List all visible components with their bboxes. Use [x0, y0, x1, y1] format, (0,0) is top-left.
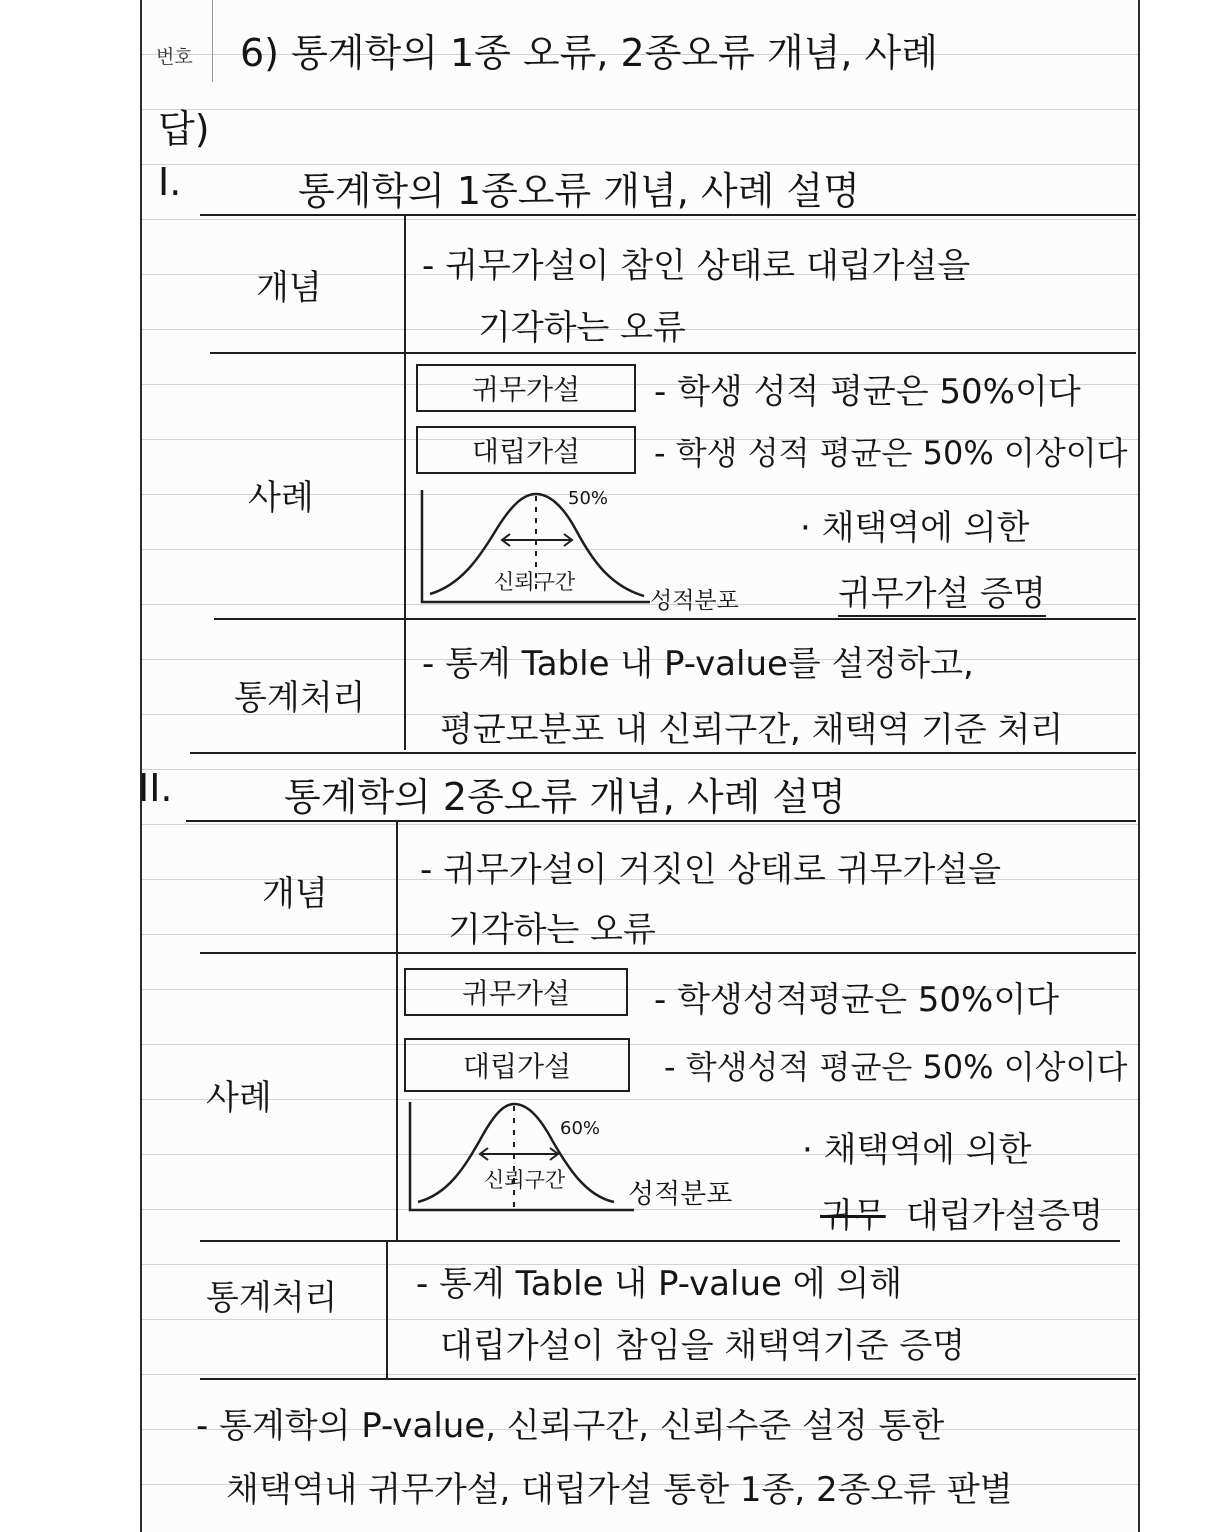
- section1-alt-hypothesis-box: 대립가설: [416, 426, 636, 474]
- section1-chart-peak-label: 50%: [568, 488, 609, 509]
- section2-end-rule: [200, 1378, 1136, 1380]
- section2-concept-label: 개념: [262, 874, 328, 914]
- section2-example-rule: [200, 1240, 1120, 1242]
- section2-null-hypothesis-box: 귀무가설: [404, 968, 628, 1016]
- section1-title-rule: [200, 214, 1136, 216]
- section1-null-hypothesis-box: 귀무가설: [416, 364, 636, 412]
- section1-null-hypothesis-text: - 학생 성적 평균은 50%이다: [654, 372, 1081, 412]
- section1-concept-line1: - 귀무가설이 참인 상태로 대립가설을: [422, 246, 971, 286]
- section2-null-hypothesis-text: - 학생성적평균은 50%이다: [654, 980, 1060, 1020]
- section1-chart-interval-label: 신뢰구간: [494, 570, 576, 594]
- section2-processing-label: 통계처리: [206, 1278, 338, 1318]
- section2-processing-line2: 대립가설이 참임을 채택역기준 증명: [440, 1326, 966, 1366]
- section2-concept-line1: - 귀무가설이 거짓인 상태로 귀무가설을: [420, 850, 1002, 890]
- section1-concept-rule: [210, 352, 1136, 354]
- section1-concept-line2: 기각하는 오류: [478, 308, 686, 348]
- section2-note-strikethrough: 귀무: [820, 1196, 886, 1236]
- section2-concept-rule: [200, 952, 1136, 954]
- answer-label: 답): [158, 107, 210, 151]
- section1-processing-line1: - 통계 Table 내 P-value를 설정하고,: [422, 644, 974, 684]
- section1-processing-line2: 평균모분포 내 신뢰구간, 채택역 기준 처리: [440, 710, 1064, 750]
- section2-distribution-sketch: [408, 1102, 644, 1218]
- section2-column-divider-lower: [386, 1240, 388, 1380]
- section2-alt-hypothesis-box: 대립가설: [404, 1038, 630, 1092]
- section1-note-line2: 귀무가설 증명: [838, 566, 1046, 617]
- section2-note-line2: 대립가설증명: [906, 1196, 1104, 1236]
- section1-example-label: 사례: [248, 478, 314, 518]
- section1-alt-hypothesis-text: - 학생 성적 평균은 50% 이상이다: [654, 434, 1128, 472]
- section2-note-line1: · 채택역에 의한: [802, 1130, 1032, 1170]
- section2-title-rule: [186, 820, 1136, 822]
- section1-title: 통계학의 1종오류 개념, 사례 설명: [298, 169, 860, 213]
- section1-end-rule: [190, 752, 1136, 754]
- section2-alt-hypothesis-text: - 학생성적 평균은 50% 이상이다: [664, 1048, 1128, 1086]
- number-divider: [212, 0, 213, 82]
- section2-title: 통계학의 2종오류 개념, 사례 설명: [284, 775, 846, 819]
- section1-numeral: I.: [158, 160, 182, 204]
- section2-numeral: II.: [138, 766, 173, 810]
- section2-chart-peak-label: 60%: [560, 1118, 601, 1139]
- section1-concept-label: 개념: [256, 268, 322, 308]
- section2-concept-line2: 기각하는 오류: [448, 910, 656, 950]
- conclusion-line1: - 통계학의 P-value, 신뢰구간, 신뢰수준 설정 통한: [196, 1406, 945, 1446]
- section1-chart-x-label: 성적분포: [650, 588, 739, 614]
- number-label: 번호: [156, 46, 193, 68]
- section1-processing-label: 통계처리: [234, 678, 366, 718]
- section1-column-divider: [404, 216, 406, 750]
- conclusion-line2: 채택역내 귀무가설, 대립가설 통한 1종, 2종오류 판별: [226, 1470, 1013, 1510]
- question-title: 6) 통계학의 1종 오류, 2종오류 개념, 사례: [240, 31, 938, 75]
- section1-note-line1: · 채택역에 의한: [800, 508, 1030, 548]
- section1-example-rule: [214, 618, 1136, 620]
- section2-column-divider-upper: [396, 822, 398, 1240]
- section2-chart-interval-label: 신뢰구간: [484, 1168, 566, 1192]
- section2-chart-x-label: 성적분포: [628, 1179, 733, 1210]
- section2-processing-line1: - 통계 Table 내 P-value 에 의해: [416, 1264, 903, 1304]
- section2-example-label: 사례: [206, 1078, 272, 1118]
